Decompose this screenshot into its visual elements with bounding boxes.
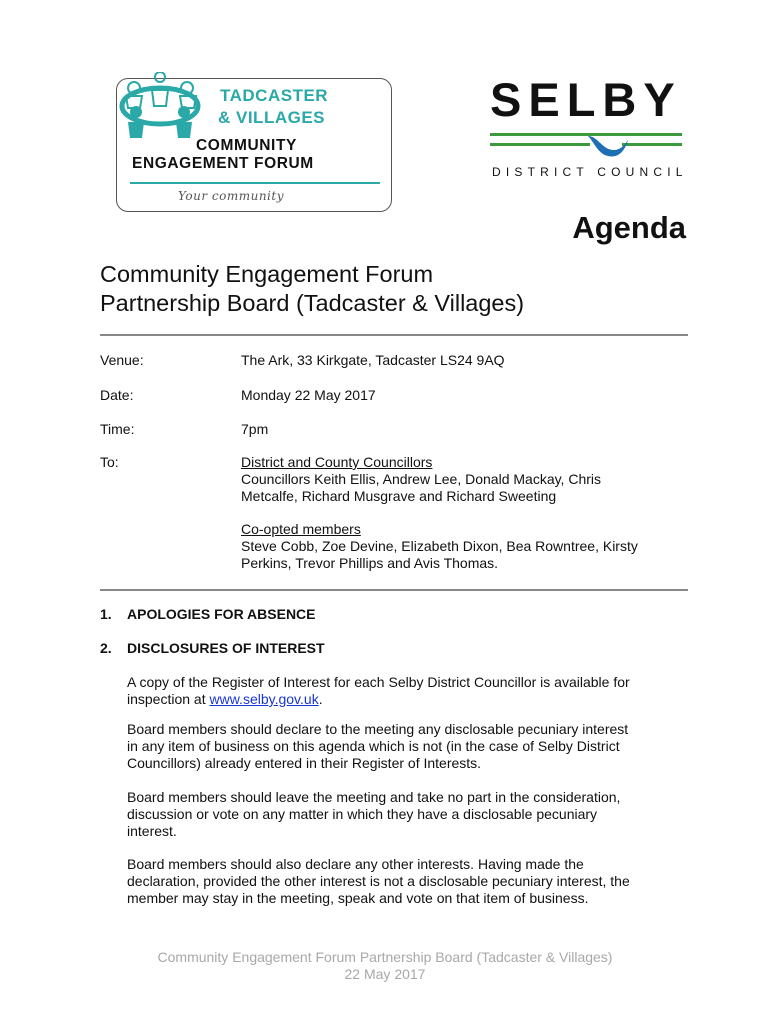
venue-value: The Ark, 33 Kirkgate, Tadcaster LS24 9AQ (241, 352, 505, 368)
time-label: Time: (100, 421, 135, 437)
date-value: Monday 22 May 2017 (241, 387, 376, 403)
coopted-block (241, 521, 691, 572)
coopted-line: Steve Cobb, Zoe Devine, Elizabeth Dixon, Bea Rowntree, Kirsty (241, 538, 638, 554)
disclosure-paragraph (127, 721, 689, 772)
paragraph-text: inspection at (127, 691, 210, 707)
paragraph-line: Board members should also declare any other interests. Having made the (127, 856, 584, 872)
paragraph-line: Councillors) already entered in their Register of Interests. (127, 755, 482, 771)
divider (100, 334, 688, 336)
item-heading-apologies: APOLOGIES FOR ABSENCE (127, 606, 316, 622)
forum-logo-line1: TADCASTER (220, 86, 329, 105)
document-title (100, 260, 524, 318)
councillors-heading: District and County Councillors (241, 454, 433, 470)
councillors-line: Councillors Keith Ellis, Andrew Lee, Donald Mackay, Chris (241, 471, 602, 487)
paragraph-line: Board members should declare to the meeting any disclosable pecuniary interest (127, 721, 629, 737)
paragraph-line: member may stay in the meeting, speak and vote on that item of business. (127, 890, 589, 906)
forum-logo-line3: COMMUNITY (196, 137, 297, 154)
forum-logo-line4: ENGAGEMENT FORUM (132, 155, 314, 172)
council-logo-subtitle: DISTRICT COUNCIL (492, 165, 688, 179)
date-label: Date: (100, 387, 134, 403)
item-number: 1. (100, 606, 112, 622)
paragraph-line: in any item of business on this agenda which is not (in the case of Selby District (127, 738, 620, 754)
paragraph-line: declaration, provided the other interest is not a disclosable pecuniary interest, the (127, 873, 630, 889)
disclosure-paragraph (127, 856, 689, 907)
venue-label: Venue: (100, 352, 144, 368)
river-wave-icon (490, 128, 682, 158)
coopted-line: Perkins, Trevor Phillips and Avis Thomas. (241, 555, 499, 571)
selby-website-link[interactable]: www.selby.gov.uk (209, 691, 319, 707)
councillors-line: Metcalfe, Richard Musgrave and Richard Sweeting (241, 488, 557, 504)
paragraph-line: discussion or vote on any matter in which they have a disclosable pecuniary (127, 806, 598, 822)
document-title-line2: Partnership Board (Tadcaster & Villages) (100, 290, 525, 316)
council-logo-name: SELBY (490, 73, 682, 126)
coopted-heading: Co-opted members (241, 521, 361, 537)
item-number: 2. (100, 640, 112, 656)
footer-title: Community Engagement Forum Partnership Board (Tadcaster & Villages) (157, 949, 613, 965)
forum-logo-tagline: Your community (178, 189, 284, 203)
document-title-line1: Community Engagement Forum (100, 261, 434, 287)
councillors-block (241, 454, 691, 505)
paragraph-line (127, 691, 689, 708)
paragraph-line: A copy of the Register of Interest for each Selby District Councillor is available for (127, 674, 630, 690)
disclosure-paragraph (127, 789, 689, 840)
paragraph-line: Board members should leave the meeting and take no part in the consideration, (127, 789, 621, 805)
item-heading-disclosures: DISCLOSURES OF INTEREST (127, 640, 325, 656)
agenda-label: Agenda (572, 210, 686, 245)
forum-logo-rule (130, 182, 380, 184)
paragraph-line: interest. (127, 823, 177, 839)
paragraph-text: . (318, 691, 323, 707)
footer-date: 22 May 2017 (344, 966, 426, 982)
divider (100, 589, 688, 591)
disclosure-paragraph (127, 674, 689, 708)
forum-logo-line2: & VILLAGES (218, 108, 326, 127)
time-value: 7pm (241, 421, 269, 437)
to-label: To: (100, 454, 119, 470)
